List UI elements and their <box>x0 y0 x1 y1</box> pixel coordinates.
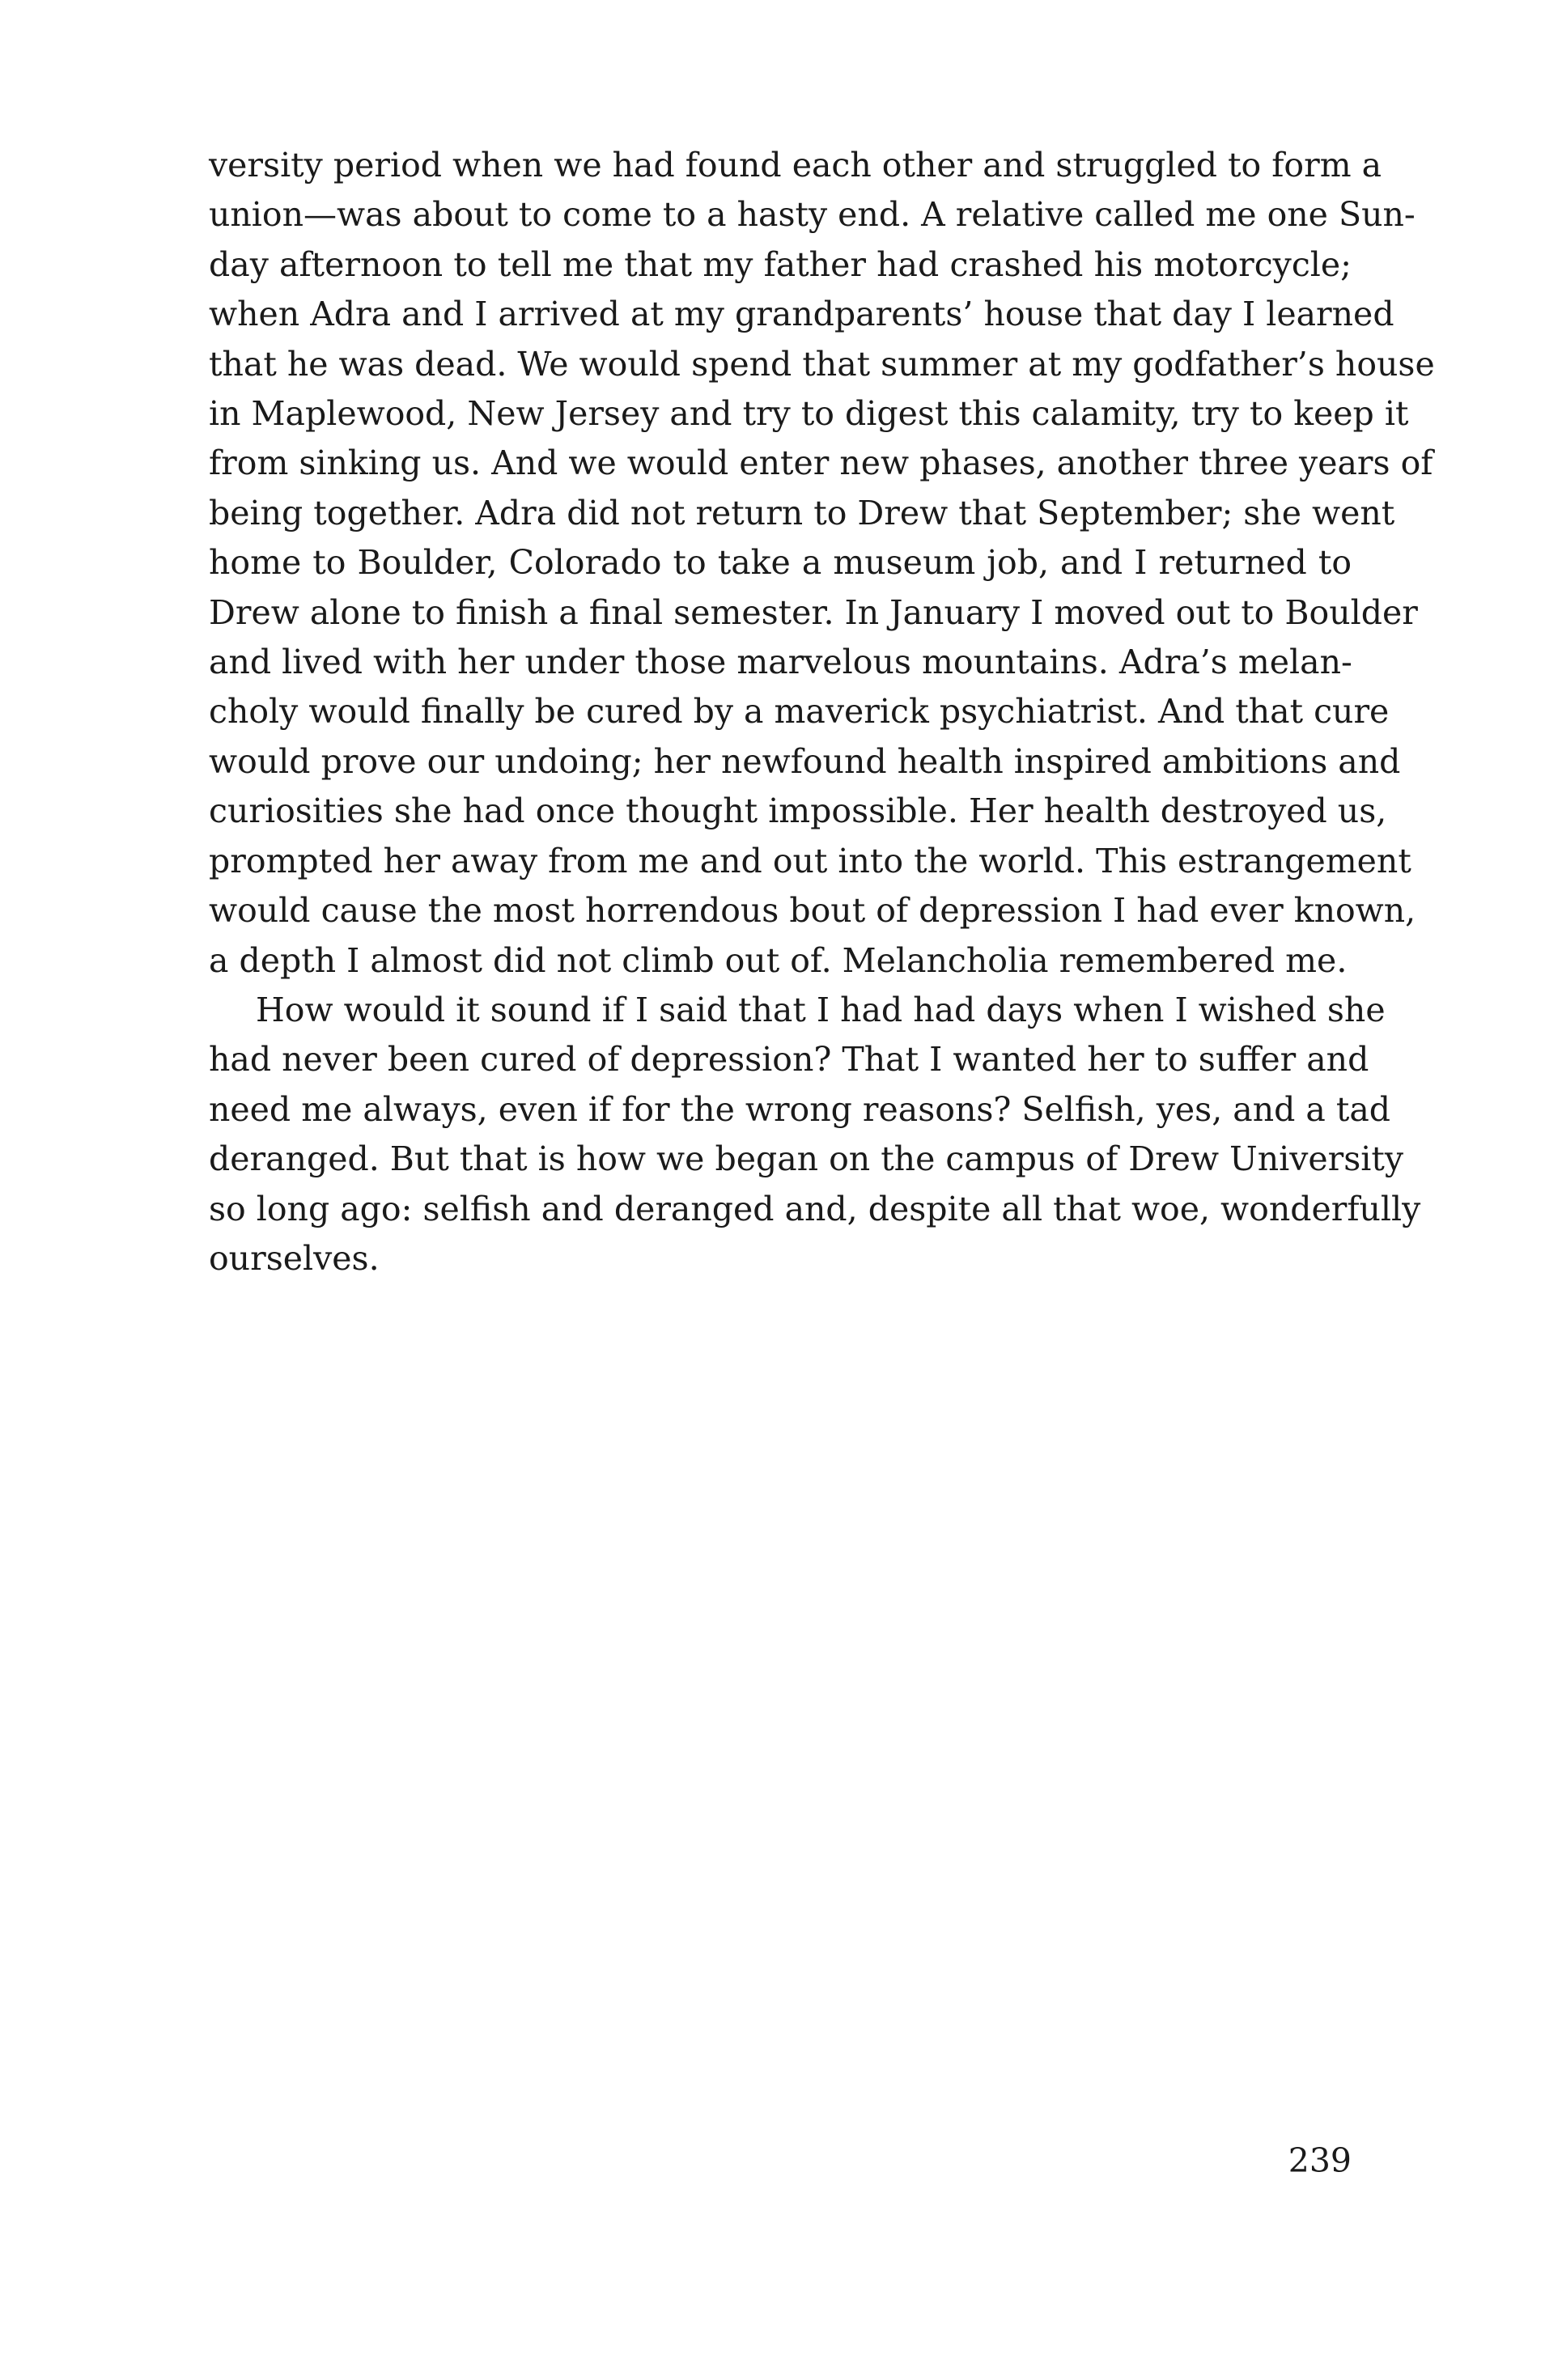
text-line: home to Boulder, Colorado to take a museum job, and I returned to <box>209 543 1352 583</box>
text-line: from sinking us. And we would enter new phases, another three years of <box>209 443 1433 483</box>
text-line: choly would finally be cured by a maverick psychiatrist. And that cure <box>209 692 1390 732</box>
text-line: union—was about to come to a hasty end. A relative called me one Sun- <box>209 195 1416 235</box>
text-line: being together. Adra did not return to Drew that September; she went <box>209 493 1395 532</box>
text-line: Drew alone to finish a final semester. In January I moved out to Boulder <box>209 592 1418 632</box>
page-number: 239 <box>1288 2141 1352 2180</box>
text-line: versity period when we had found each other and struggled to form a <box>209 146 1382 185</box>
text-line: that he was dead. We would spend that summer at my godfather’s house <box>209 344 1435 384</box>
text-line: so long ago: selfish and deranged and, despite all that woe, wonderfully <box>209 1189 1421 1228</box>
text-line: when Adra and I arrived at my grandparents’ house that day I learned <box>209 295 1394 334</box>
text-line: How would it sound if I said that I had had days when I wished she <box>256 990 1386 1029</box>
paragraph-1 <box>209 141 1435 986</box>
text-line: a depth I almost did not climb out of. Melancholia remembered me. <box>209 940 1348 980</box>
text-line: would prove our undoing; her newfound health inspired ambitions and <box>209 741 1401 781</box>
text-line: ourselves. <box>209 1238 380 1278</box>
text-line: would cause the most horrendous bout of depression I had ever known, <box>209 891 1416 931</box>
text-line: in Maplewood, New Jersey and try to digest this calamity, try to keep it <box>209 394 1409 434</box>
paragraph-2 <box>209 986 1421 1283</box>
text-line: deranged. But that is how we began on the campus of Drew University <box>209 1139 1404 1179</box>
body-text <box>209 141 1435 1283</box>
text-line: need me always, even if for the wrong reasons? Selfish, yes, and a tad <box>209 1089 1391 1129</box>
text-line: day afternoon to tell me that my father had crashed his motorcycle; <box>209 244 1352 284</box>
text-line: had never been cured of depression? That I wanted her to suffer and <box>209 1040 1369 1080</box>
text-line: and lived with her under those marvelous mountains. Adra’s melan- <box>209 643 1352 682</box>
text-line: prompted her away from me and out into the world. This estrangement <box>209 841 1411 880</box>
text-line: curiosities she had once thought impossible. Her health destroyed us, <box>209 791 1387 831</box>
